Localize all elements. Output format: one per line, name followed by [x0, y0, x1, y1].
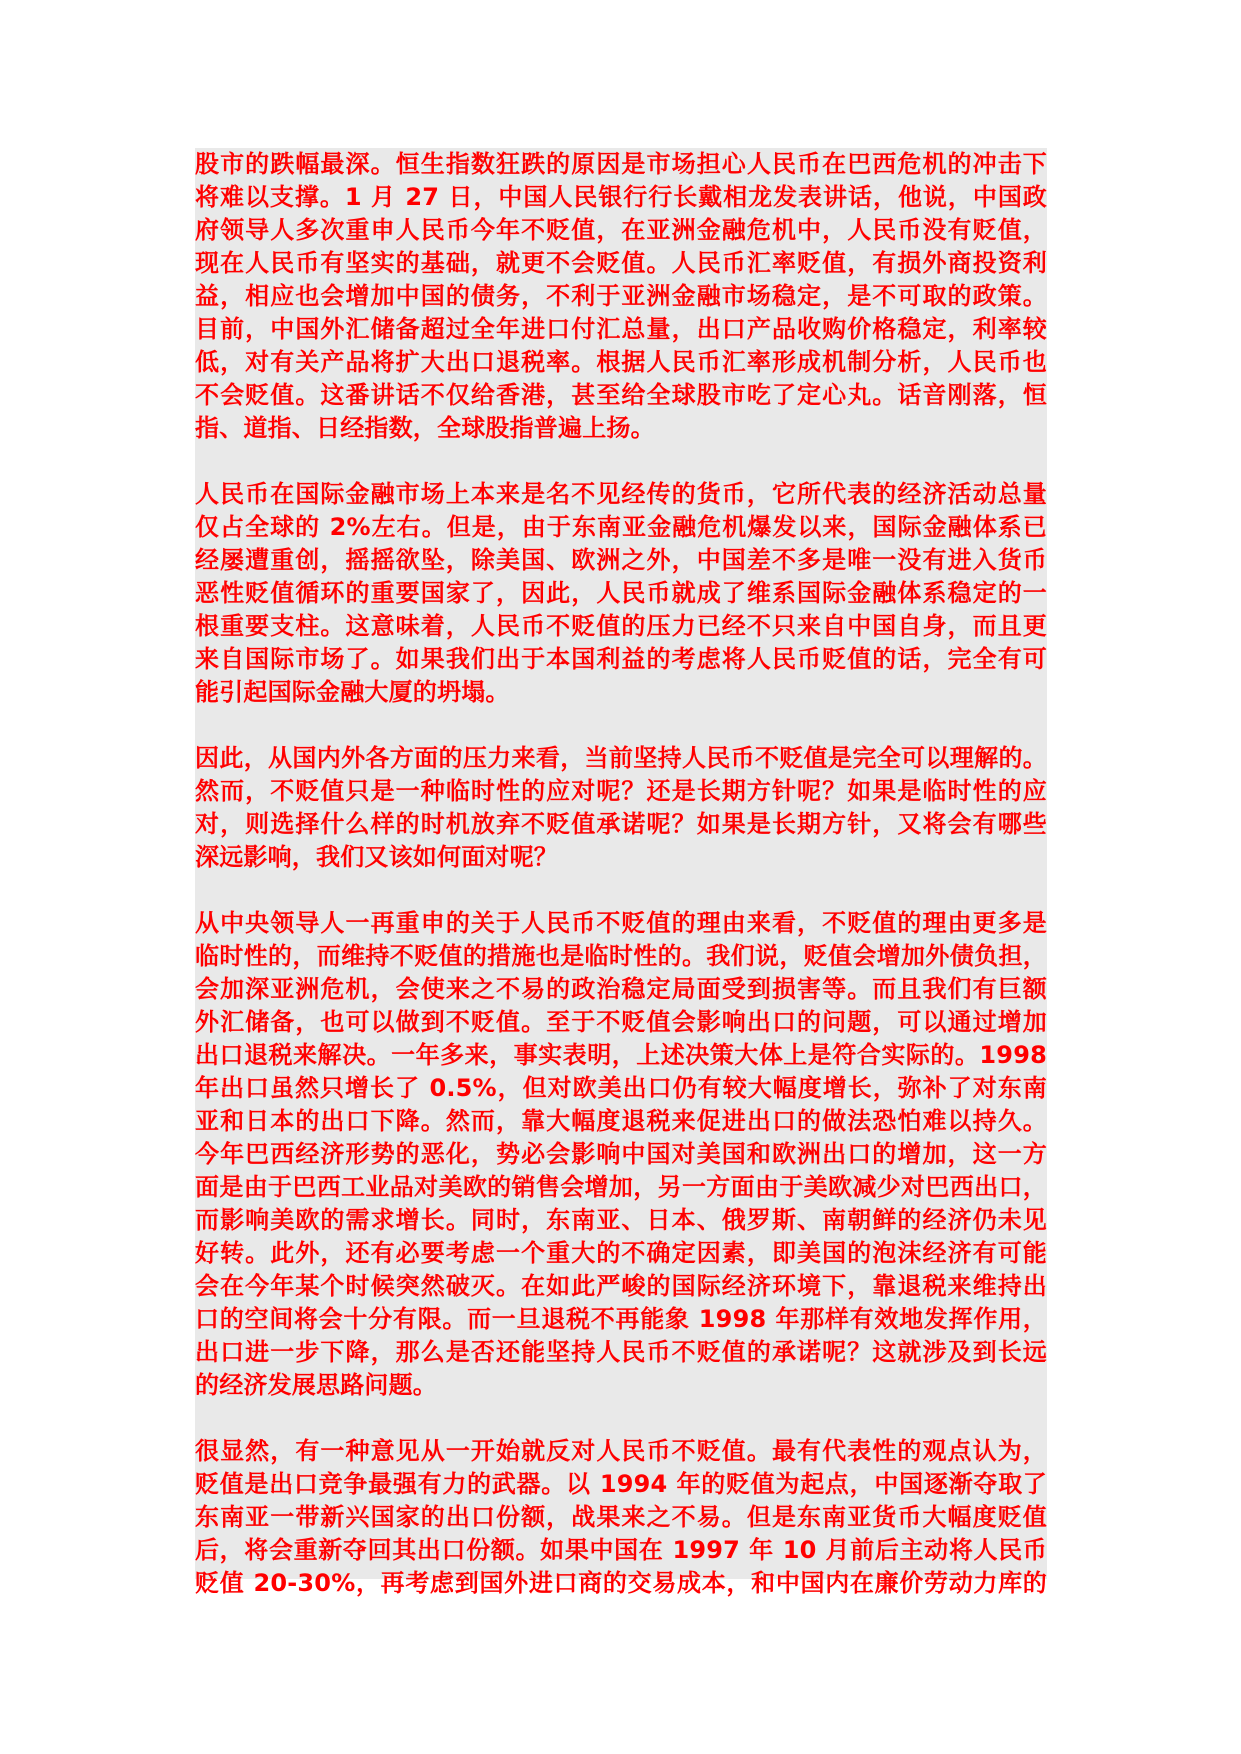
text-line: 股市的跌幅最深。恒生指数狂跌的原因是市场担心人民币在巴西危机的冲击下 [195, 150, 1047, 178]
paragraph [195, 1435, 1047, 1600]
text-line: 根重要支柱。这意味着，人民币不贬值的压力已经不只来自中国自身，而且更 [195, 612, 1047, 640]
text-line: 深远影响，我们又该如何面对呢？ [195, 843, 558, 871]
text-line: 不会贬值。这番讲话不仅给香港，甚至给全球股市吃了定心丸。话音刚落，恒 [195, 381, 1047, 409]
text-line: 对，则选择什么样的时机放弃不贬值承诺呢？如果是长期方针，又将会有哪些 [195, 810, 1047, 838]
document-text-block [195, 148, 1047, 1597]
paragraph [195, 907, 1047, 1402]
text-line: 府领导人多次重申人民币今年不贬值，在亚洲金融危机中，人民币没有贬值， [195, 216, 1047, 244]
text-line: 今年巴西经济形势的恶化，势必会影响中国对美国和欧洲出口的增加，这一方 [195, 1140, 1047, 1168]
text-line: 年出口虽然只增长了 0.5%，但对欧美出口仍有较大幅度增长，弥补了对东南 [195, 1074, 1047, 1102]
paragraph [195, 478, 1047, 709]
text-line: 人民币在国际金融市场上本来是名不见经传的货币，它所代表的经济活动总量 [195, 480, 1047, 508]
text-line: 目前，中国外汇储备超过全年进口付汇总量，出口产品收购价格稳定，利率较 [195, 315, 1047, 343]
text-line: 现在人民币有坚实的基础，就更不会贬值。人民币汇率贬值，有损外商投资利 [195, 249, 1047, 277]
text-line: 益，相应也会增加中国的债务，不利于亚洲金融市场稳定，是不可取的政策。 [195, 282, 1047, 310]
paragraph-gap [195, 874, 1047, 907]
text-line: 外汇储备，也可以做到不贬值。至于不贬值会影响出口的问题，可以通过增加 [195, 1008, 1047, 1036]
text-line: 能引起国际金融大厦的坍塌。 [195, 678, 510, 706]
text-line: 指、道指、日经指数，全球股指普遍上扬。 [195, 414, 655, 442]
text-line: 亚和日本的出口下降。然而，靠大幅度退税来促进出口的做法恐怕难以持久。 [195, 1107, 1047, 1135]
text-line: 将难以支撑。1 月 27 日，中国人民银行行长戴相龙发表讲话，他说，中国政 [195, 183, 1047, 211]
text-line: 贬值是出口竞争最强有力的武器。以 1994 年的贬值为起点，中国逐渐夺取了 [195, 1470, 1047, 1498]
text-line: 然而，不贬值只是一种临时性的应对呢？还是长期方针呢？如果是临时性的应 [195, 777, 1047, 805]
text-line: 仅占全球的 2%左右。但是，由于东南亚金融危机爆发以来，国际金融体系已 [195, 513, 1047, 541]
text-line: 临时性的，而维持不贬值的措施也是临时性的。我们说，贬值会增加外债负担， [195, 942, 1047, 970]
text-line: 的经济发展思路问题。 [195, 1371, 437, 1399]
text-line: 面是由于巴西工业品对美欧的销售会增加，另一方面由于美欧减少对巴西出口， [195, 1173, 1047, 1201]
text-line: 口的空间将会十分有限。而一旦退税不再能象 1998 年那样有效地发挥作用， [195, 1305, 1047, 1333]
text-line: 贬值 20-30%，再考虑到国外进口商的交易成本，和中国内在廉价劳动力库的 [195, 1569, 1047, 1597]
text-line: 经屡遭重创，摇摇欲坠，除美国、欧洲之外，中国差不多是唯一没有进入货币 [195, 546, 1047, 574]
paragraph-gap [195, 709, 1047, 742]
text-line: 东南亚一带新兴国家的出口份额，战果来之不易。但是东南亚货币大幅度贬值 [195, 1503, 1047, 1531]
paragraph-gap [195, 1402, 1047, 1435]
text-line: 因此，从国内外各方面的压力来看，当前坚持人民币不贬值是完全可以理解的。 [195, 744, 1047, 772]
text-line: 从中央领导人一再重申的关于人民币不贬值的理由来看，不贬值的理由更多是 [195, 909, 1047, 937]
text-line: 会加深亚洲危机，会使来之不易的政治稳定局面受到损害等。而且我们有巨额 [195, 975, 1047, 1003]
text-line: 而影响美欧的需求增长。同时，东南亚、日本、俄罗斯、南朝鲜的经济仍未见 [195, 1206, 1047, 1234]
text-line: 会在今年某个时候突然破灭。在如此严峻的国际经济环境下，靠退税来维持出 [195, 1272, 1047, 1300]
paragraph [195, 742, 1047, 874]
text-line: 低，对有关产品将扩大出口退税率。根据人民币汇率形成机制分析，人民币也 [195, 348, 1047, 376]
paragraph-gap [195, 445, 1047, 478]
text-line: 好转。此外，还有必要考虑一个重大的不确定因素，即美国的泡沫经济有可能 [195, 1239, 1047, 1267]
text-line: 后，将会重新夺回其出口份额。如果中国在 1997 年 10 月前后主动将人民币 [195, 1536, 1047, 1564]
text-line: 恶性贬值循环的重要国家了，因此，人民币就成了维系国际金融体系稳定的一 [195, 579, 1047, 607]
text-line: 很显然，有一种意见从一开始就反对人民币不贬值。最有代表性的观点认为， [195, 1437, 1047, 1465]
text-line: 出口退税来解决。一年多来，事实表明，上述决策大体上是符合实际的。1998 [195, 1041, 1047, 1069]
paragraph [195, 148, 1047, 445]
text-line: 出口进一步下降，那么是否还能坚持人民币不贬值的承诺呢？这就涉及到长远 [195, 1338, 1047, 1366]
text-line: 来自国际市场了。如果我们出于本国利益的考虑将人民币贬值的话，完全有可 [195, 645, 1047, 673]
